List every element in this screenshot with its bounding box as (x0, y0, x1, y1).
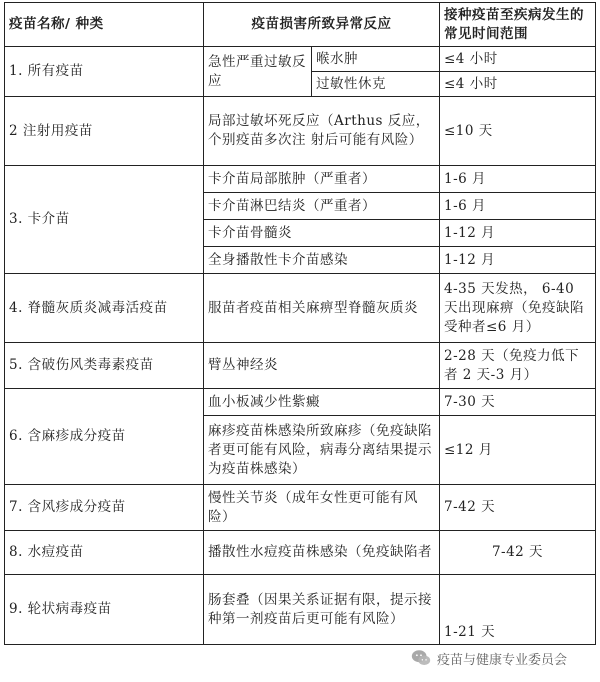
vaccine-cell: 5. 含破伤风类毒素疫苗 (5, 343, 204, 389)
time-cell: 7-42 天 (440, 531, 596, 575)
header-time-range: 接种疫苗至疾病发生的常见时间范围 (440, 3, 596, 47)
reaction-cell: 局部过敏坏死反应（Arthus 反应，个别疫苗多次注 射后可能有风险） (204, 97, 440, 166)
time-cell: ≤4 小时 (440, 47, 596, 72)
vaccine-cell: 7. 含风疹成分疫苗 (5, 485, 204, 531)
table-row (5, 343, 596, 389)
reaction-cell: 播散性水痘疫苗株感染（免疫缺陷者 (204, 531, 440, 575)
table-row (5, 575, 596, 645)
reaction-cell: 麻疹疫苗株感染所致麻疹（免疫缺陷者更可能有风险，病毒分离结果提示为疫苗株感染） (204, 416, 440, 485)
reaction-cell: 血小板减少性紫癜 (204, 389, 440, 416)
vaccine-cell: 4. 脊髓灰质炎减毒活疫苗 (5, 274, 204, 343)
time-cell: ≤4 小时 (440, 72, 596, 97)
reaction-cell: 全身播散性卡介苗感染 (204, 247, 440, 274)
time-cell: 2-28 天（免疫力低下者 2 天-3 月） (440, 343, 596, 389)
vaccine-reaction-table (4, 2, 596, 645)
table-row (5, 389, 596, 416)
reaction-cell: 卡介苗局部脓肿（严重者） (204, 166, 440, 193)
reaction-cell: 服苗者疫苗相关麻痹型脊髓灰质炎 (204, 274, 440, 343)
time-cell: ≤12 月 (440, 416, 596, 485)
reaction-cell: 肠套叠（因果关系证据有限，提示接种第一剂疫苗后更可能有风险） (204, 575, 440, 645)
wechat-icon (410, 647, 432, 669)
time-cell: 1-6 月 (440, 193, 596, 220)
table-header-row (5, 3, 596, 47)
reaction-cell: 喉水肿 (312, 47, 440, 72)
table-row (5, 47, 596, 72)
reaction-cell: 过敏性休克 (312, 72, 440, 97)
table-row (5, 485, 596, 531)
vaccine-cell: 1. 所有疫苗 (5, 47, 204, 97)
reaction-cell: 卡介苗骨髓炎 (204, 220, 440, 247)
vaccine-cell: 9. 轮状病毒疫苗 (5, 575, 204, 645)
time-cell: ≤10 天 (440, 97, 596, 166)
time-cell: 1-12 月 (440, 247, 596, 274)
vaccine-cell: 6. 含麻疹成分疫苗 (5, 389, 204, 485)
table-row (5, 531, 596, 575)
header-vaccine-name: 疫苗名称/ 种类 (5, 3, 204, 47)
time-cell: 1-12 月 (440, 220, 596, 247)
time-cell: 1-21 天 (440, 575, 596, 645)
table-row (5, 274, 596, 343)
watermark (410, 644, 595, 672)
vaccine-cell: 8. 水痘疫苗 (5, 531, 204, 575)
reaction-cell: 臂丛神经炎 (204, 343, 440, 389)
reaction-cell: 卡介苗淋巴结炎（严重者） (204, 193, 440, 220)
table-row (5, 166, 596, 193)
time-cell: 4-35 天发热， 6-40 天出现麻痹（免疫缺陷受种者≤6 月） (440, 274, 596, 343)
time-cell: 1-6 月 (440, 166, 596, 193)
vaccine-cell: 3. 卡介苗 (5, 166, 204, 274)
reaction-group-cell: 急性严重过敏反应 (204, 47, 312, 97)
header-adverse-reaction: 疫苗损害所致异常反应 (204, 3, 440, 47)
time-cell: 7-42 天 (440, 485, 596, 531)
table-row (5, 97, 596, 166)
time-cell: 7-30 天 (440, 389, 596, 416)
reaction-cell: 慢性关节炎（成年女性更可能有风险） (204, 485, 440, 531)
watermark-text: 疫苗与健康专业委员会 (437, 652, 568, 668)
vaccine-cell: 2 注射用疫苗 (5, 97, 204, 166)
